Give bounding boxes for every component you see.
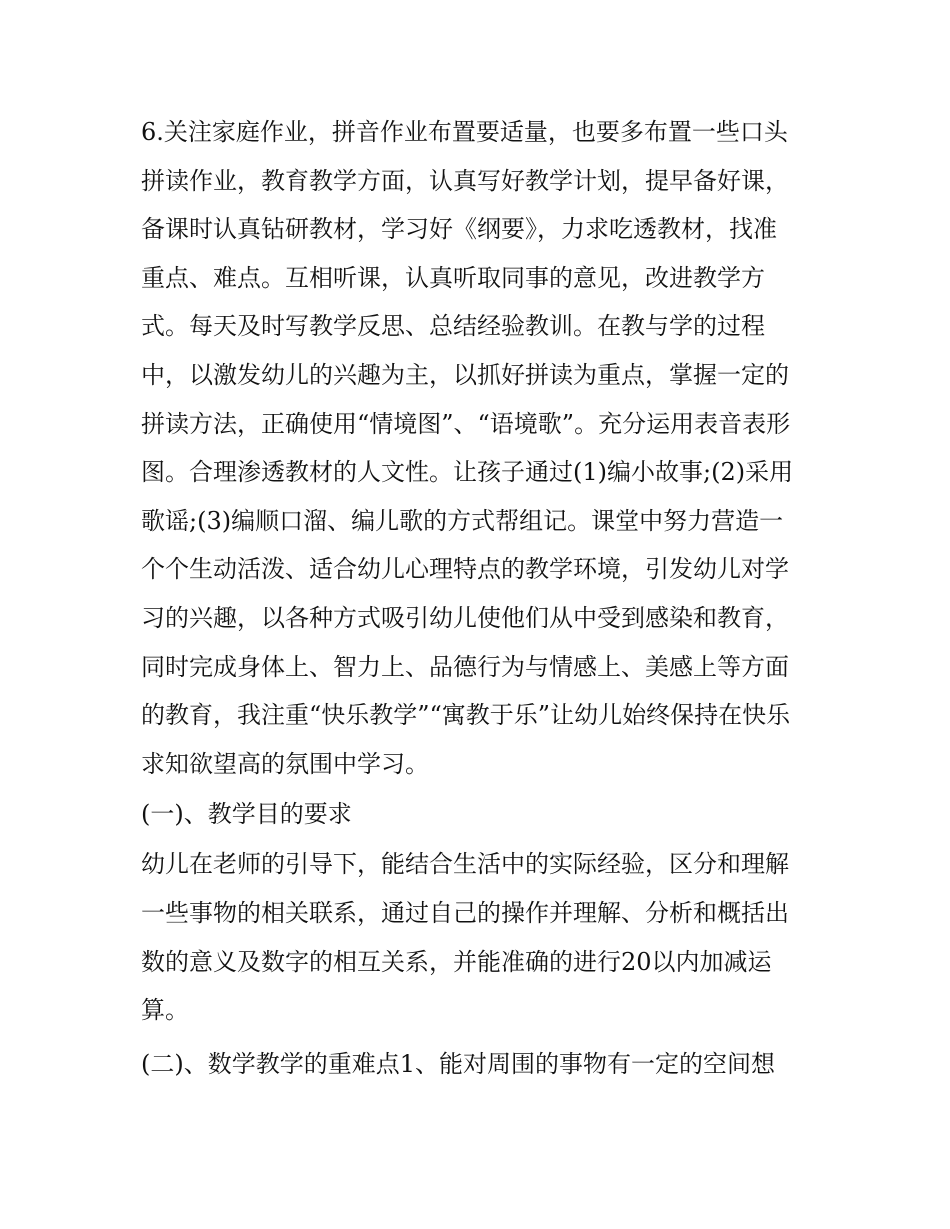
text-line: 的教育，我注重“快乐教学”“寓教于乐”让幼儿始终保持在快乐 <box>141 701 791 730</box>
text-line: 同时完成身体上、智力上、品德行为与情感上、美感上等方面 <box>141 652 789 681</box>
text-line: 数的意义及数字的相互关系，并能准确的进行20以内加减运 <box>141 947 772 976</box>
text-line: 个个生动活泼、适合幼儿心理特点的教学环境，引发幼儿对学 <box>141 555 789 584</box>
text-line: 中，以激发幼儿的兴趣为主，以抓好拼读为重点，掌握一定的 <box>141 360 789 389</box>
text-line: 幼儿在老师的引导下，能结合生活中的实际经验，区分和理解 <box>141 850 789 879</box>
text-line: 6.关注家庭作业，拼音作业布置要适量，也要多布置一些口头 <box>141 118 788 146</box>
text-line: 拼读作业，教育教学方面，认真写好教学计划，提早备好课， <box>141 166 789 195</box>
section-heading: (二)、数学教学的重难点1、能对周围的事物有一定的空间想 <box>141 1049 775 1078</box>
text-line: 重点、难点。互相听课，认真听取同事的意见，改进教学方 <box>141 263 765 292</box>
text-line: 式。每天及时写教学反思、总结经验教训。在教与学的过程 <box>141 312 765 341</box>
text-line: 图。合理渗透教材的人文性。让孩子通过(1)编小故事;(2)采用 <box>141 458 794 487</box>
text-line: 习的兴趣，以各种方式吸引幼儿使他们从中受到感染和教育， <box>141 603 789 632</box>
text-line: 歌谣;(3)编顺口溜、编儿歌的方式帮组记。课堂中努力营造一 <box>141 506 784 535</box>
section-heading: (一)、教学目的要求 <box>141 800 352 829</box>
text-line: 算。 <box>141 996 189 1025</box>
text-line: 一些事物的相关联系，通过自己的操作并理解、分析和概括出 <box>141 898 789 927</box>
text-line: 拼读方法，正确使用“情境图”、“语境歌”。充分运用表音表形 <box>141 409 791 438</box>
text-line: 备课时认真钻研教材，学习好《纲要》，力求吃透教材，找准 <box>141 215 777 244</box>
body-text <box>141 108 821 1088</box>
text-line: 求知欲望高的氛围中学习。 <box>141 749 429 778</box>
